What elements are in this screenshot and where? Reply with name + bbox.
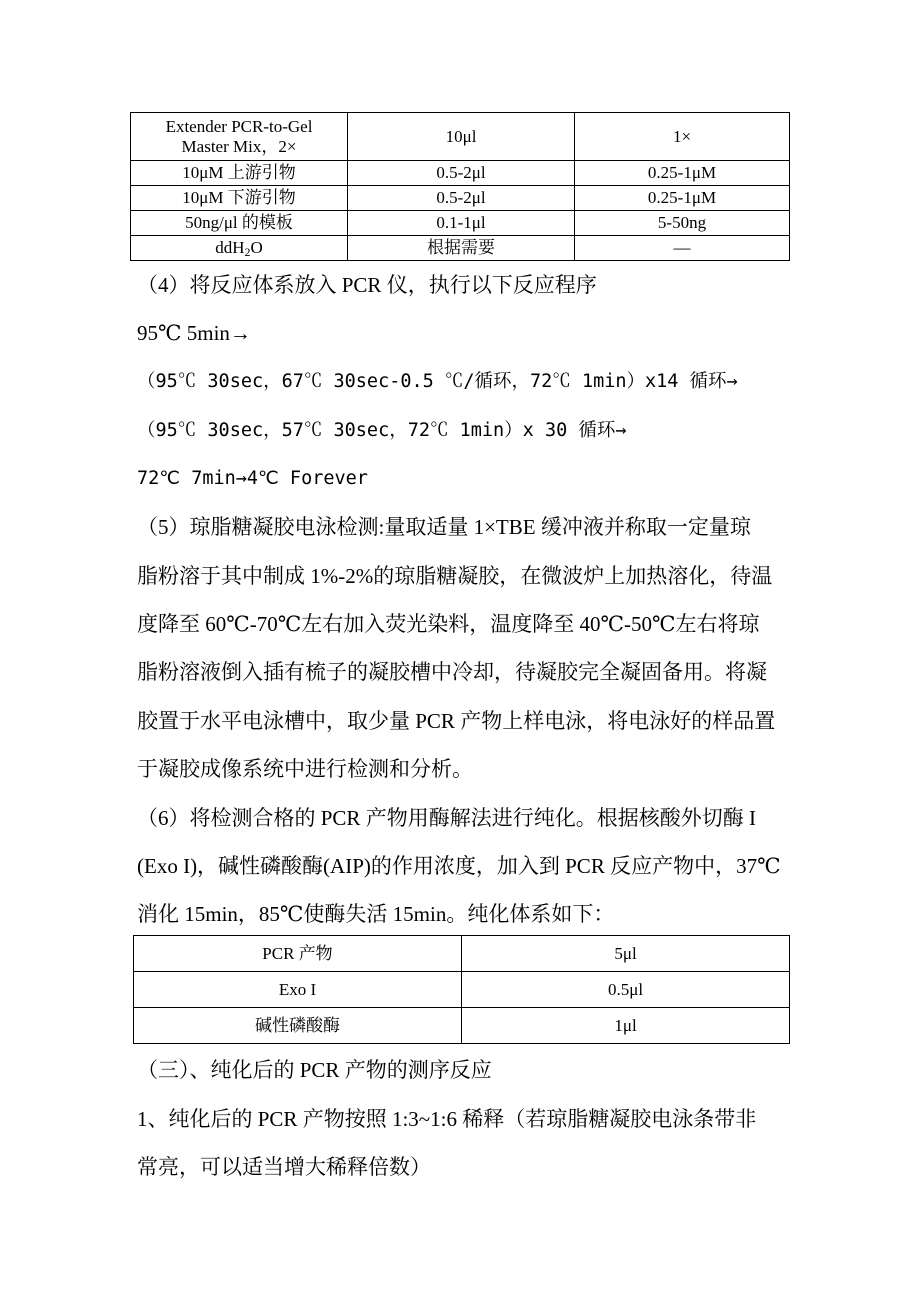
reagent-cell	[131, 113, 348, 161]
table-row	[134, 972, 790, 1008]
program-line: 72℃ 7min→4℃ Forever	[137, 468, 368, 489]
table-row	[131, 211, 790, 236]
table-row	[131, 186, 790, 211]
step6-line: (Exo I)，碱性磷酸酶(AIP)的作用浓度，加入到 PCR 反应产物中，37℃	[137, 854, 781, 878]
item-cell: PCR 产物	[134, 936, 462, 972]
final-cell: 0.25-1μM	[575, 161, 790, 186]
step5-line: 脂粉溶液倒入插有梳子的凝胶槽中冷却，待凝胶完全凝固备用。将凝	[137, 660, 767, 684]
volume-cell: 0.1-1μl	[348, 211, 575, 236]
amount-cell: 5μl	[462, 936, 790, 972]
item1-line: 1、纯化后的 PCR 产物按照 1:3~1:6 稀释（若琼脂糖凝胶电泳条带非	[137, 1107, 757, 1131]
table-row	[131, 113, 790, 161]
section-heading: （三）、纯化后的 PCR 产物的测序反应	[137, 1058, 492, 1082]
volume-cell: 10μl	[348, 113, 575, 161]
step6-line: 消化 15min，85℃使酶失活 15min。纯化体系如下：	[137, 902, 615, 926]
step6-line: （6）将检测合格的 PCR 产物用酶解法进行纯化。根据核酸外切酶 I	[137, 806, 756, 830]
program-line: （95℃ 30sec，67℃ 30sec-0.5 ℃/循环，72℃ 1min）x14 循环→	[137, 371, 738, 392]
table-row	[134, 936, 790, 972]
reagent-cell: 50ng/μl 的模板	[131, 211, 348, 236]
step5-line: 脂粉溶于其中制成 1%-2%的琼脂糖凝胶，在微波炉上加热溶化，待温	[137, 564, 773, 588]
formula-subscript: 2	[244, 245, 251, 259]
reagent-table	[130, 112, 790, 261]
program-line: （95℃ 30sec，57℃ 30sec，72℃ 1min）x 30 循环→	[137, 420, 627, 441]
item-cell: 碱性磷酸酶	[134, 1008, 462, 1044]
final-cell: 1×	[575, 113, 790, 161]
final-cell: —	[575, 236, 790, 261]
table-row	[134, 1008, 790, 1044]
amount-cell: 0.5μl	[462, 972, 790, 1008]
amount-cell: 1μl	[462, 1008, 790, 1044]
step5-line: 胶置于水平电泳槽中，取少量 PCR 产物上样电泳，将电泳好的样品置	[137, 709, 776, 733]
step4-text: （4）将反应体系放入 PCR 仪，执行以下反应程序	[137, 273, 597, 297]
formula-tail: O	[250, 238, 263, 257]
final-cell: 0.25-1μM	[575, 186, 790, 211]
volume-cell: 根据需要	[348, 236, 575, 261]
volume-cell: 0.5-2μl	[348, 161, 575, 186]
step5-line: 于凝胶成像系统中进行检测和分析。	[137, 757, 473, 781]
table-row	[131, 236, 790, 261]
reagent-line: Extender PCR-to-Gel	[165, 116, 313, 136]
reagent-cell: 10μM 下游引物	[131, 186, 348, 211]
reagent-cell	[131, 236, 348, 261]
reagent-cell: 10μM 上游引物	[131, 161, 348, 186]
final-cell: 5-50ng	[575, 211, 790, 236]
reagent-line: Master Mix，2×	[181, 136, 297, 156]
step5-line: 度降至 60℃-70℃左右加入荧光染料，温度降至 40℃-50℃左右将琼	[137, 612, 760, 636]
volume-cell: 0.5-2μl	[348, 186, 575, 211]
table-row	[131, 161, 790, 186]
item1-line: 常亮，可以适当增大稀释倍数）	[137, 1155, 431, 1179]
item-cell: Exo I	[134, 972, 462, 1008]
program-line: 95℃ 5min→	[137, 321, 251, 345]
formula-main: ddH	[215, 238, 245, 257]
purify-table	[133, 935, 790, 1044]
step5-line: （5）琼脂糖凝胶电泳检测:量取适量 1×TBE 缓冲液并称取一定量琼	[137, 515, 751, 539]
